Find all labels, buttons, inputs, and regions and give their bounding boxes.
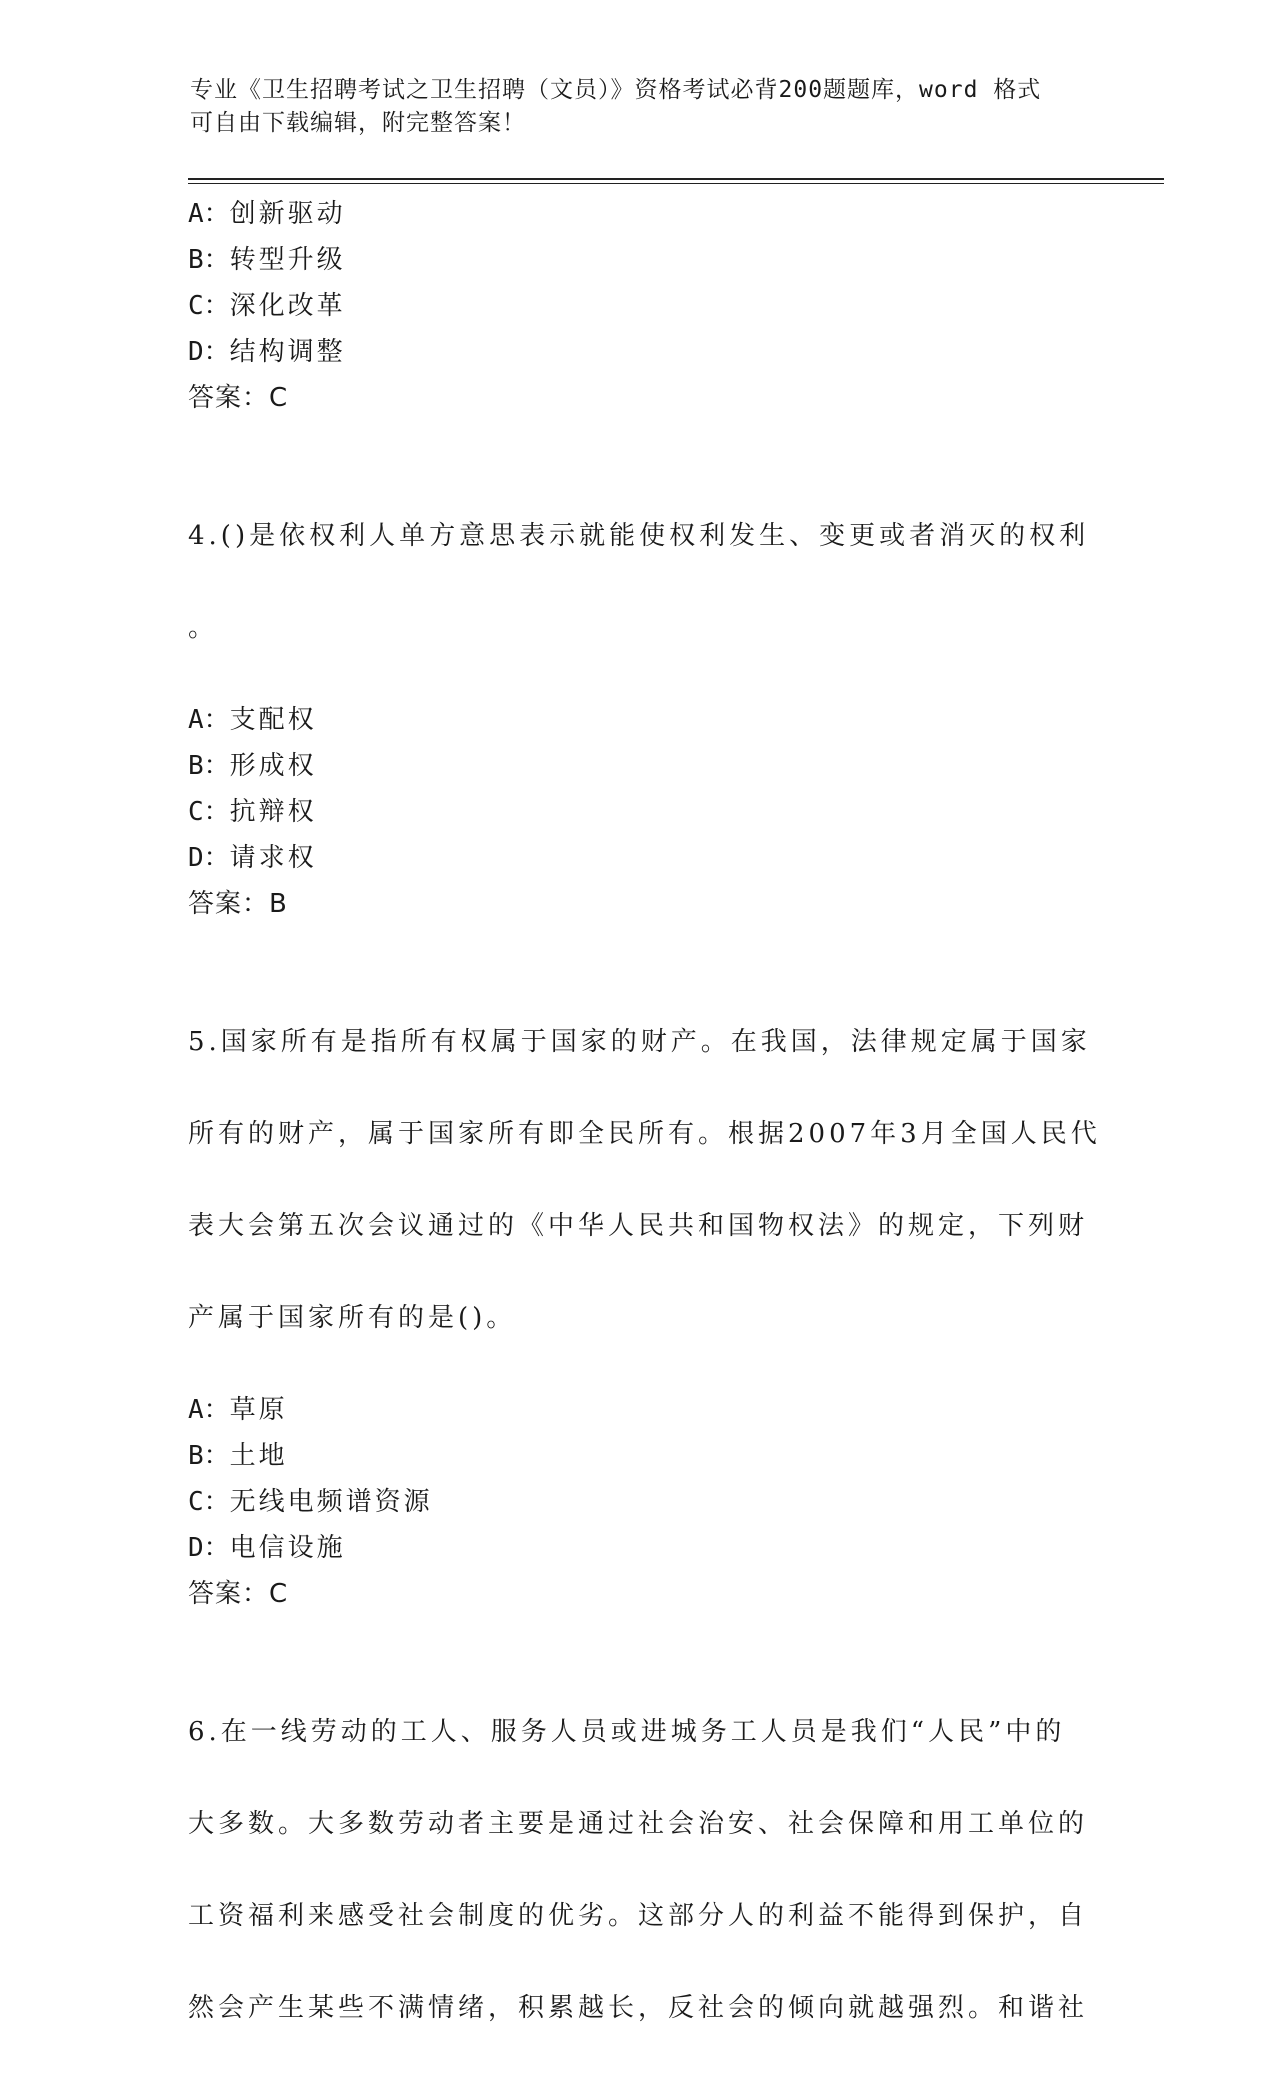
question-5-options [188,1387,1088,1617]
question-4-line-1: 4.()是依权利人单方意思表示就能使权利发生、变更或者消灭的权利 [188,521,1090,551]
question-5-stem [188,973,1101,1387]
question-5-line-3: 表大会第五次会议通过的《中华人民共和国物权法》的规定，下列财 [188,1211,1089,1241]
question-4-option-c [188,789,1088,835]
option-letter: C： [188,291,230,321]
question-5-option-c [188,1479,1088,1525]
question-6-line-3: 工资福利来感受社会制度的优劣。这部分人的利益不能得到保护，自 [188,1901,1089,1931]
question-4-line-2: 。 [188,613,219,643]
question-list [188,191,1101,2077]
document-header [190,74,1070,140]
option-text: 抗辩权 [229,797,317,827]
question-4-answer: 答案：B [188,889,288,919]
question-5-option-d [188,1525,1088,1571]
header-title-line-2: 可自由下载编辑，附完整答案！ [190,110,526,136]
question-6-line-4: 然会产生某些不满情绪，积累越长，反社会的倾向就越强烈。和谐社 [188,1993,1089,2023]
question-4-stem [188,467,1088,697]
question-5-line-2: 所有的财产，属于国家所有即全民所有。根据2007年3月全国人民代 [188,1119,1101,1149]
option-text: 深化改革 [229,291,346,321]
option-letter: C： [188,797,230,827]
option-letter: D： [188,337,230,367]
question-3-answer: 答案：C [188,383,289,413]
option-text: 草原 [229,1395,288,1425]
question-6-line-1: 6.在一线劳动的工人、服务人员或进城务工人员是我们“人民”中的 [188,1717,1066,1747]
option-text: 支配权 [229,705,317,735]
question-5-option-a [188,1387,1088,1433]
option-text: 无线电频谱资源 [229,1487,433,1517]
option-letter: A： [188,1395,230,1425]
option-text: 请求权 [229,843,317,873]
question-6-line-2: 大多数。大多数劳动者主要是通过社会治安、社会保障和用工单位的 [188,1809,1089,1839]
header-title-line-1: 专业《卫生招聘考试之卫生招聘（文员）》资格考试必背200题题库，word 格式 [190,77,1042,103]
option-text: 电信设施 [229,1533,346,1563]
question-3-option-b [188,237,1088,283]
option-text: 结构调整 [229,337,346,367]
option-letter: D： [188,1533,230,1563]
option-text: 形成权 [229,751,317,781]
question-5-answer: 答案：C [188,1579,289,1609]
question-5-line-1: 5.国家所有是指所有权属于国家的财产。在我国，法律规定属于国家 [188,1027,1091,1057]
header-divider-thin [188,183,1164,184]
option-letter: B： [188,245,230,275]
option-text: 土地 [229,1441,288,1471]
option-letter: A： [188,705,230,735]
question-4-option-b [188,743,1088,789]
question-4-option-d [188,835,1088,881]
option-text: 创新驱动 [229,199,346,229]
question-5-option-b [188,1433,1088,1479]
option-letter: B： [188,751,230,781]
question-4-option-a [188,697,1088,743]
question-3-options [188,191,1088,421]
header-divider-thick [188,178,1164,180]
option-letter: A： [188,199,230,229]
option-letter: B： [188,1441,230,1471]
question-3-option-a [188,191,1088,237]
question-5-line-4: 产属于国家所有的是()。 [188,1303,517,1333]
question-3-option-c [188,283,1088,329]
question-6-stem [188,1663,1088,2077]
option-letter: D： [188,843,230,873]
question-4-options [188,697,1088,927]
question-3-option-d [188,329,1088,375]
option-letter: C： [188,1487,230,1517]
option-text: 转型升级 [229,245,346,275]
